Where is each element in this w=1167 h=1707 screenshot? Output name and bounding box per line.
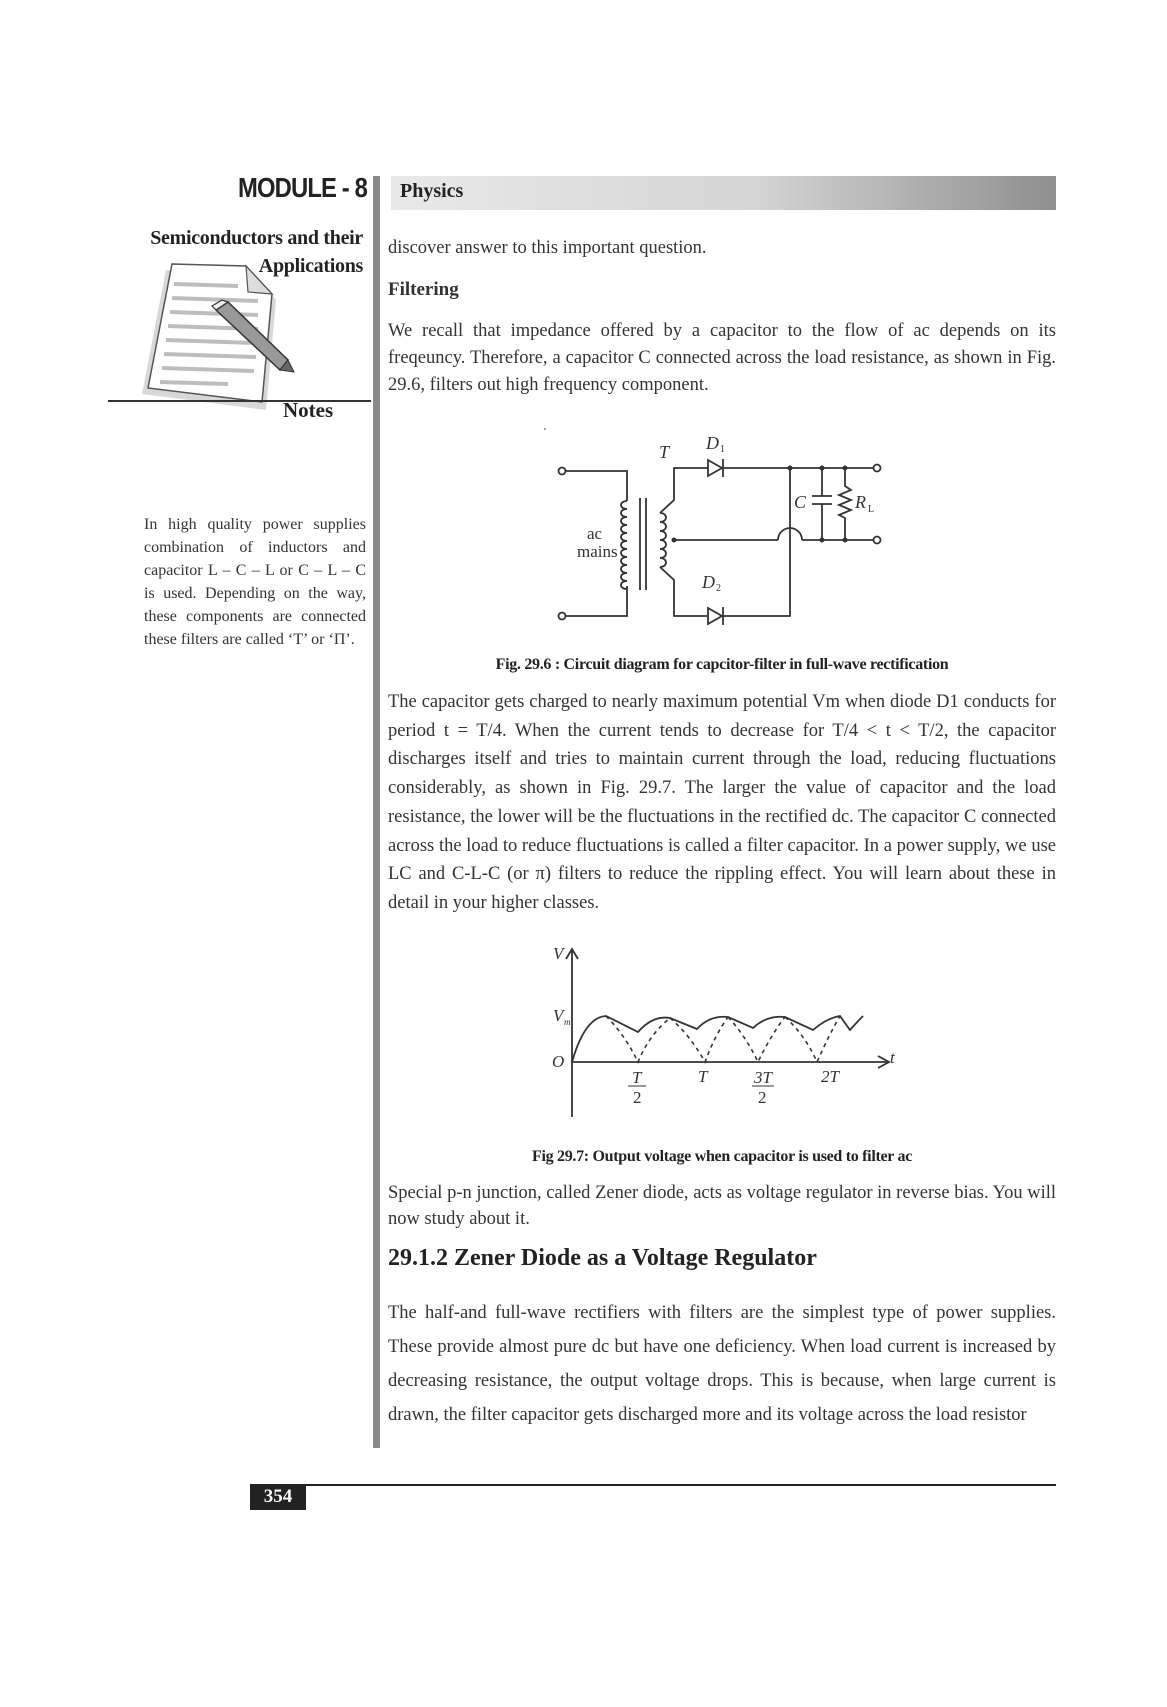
tick-half-t-num: T: [632, 1068, 642, 1087]
resistor-label: R: [855, 492, 866, 512]
mains-label: mains: [577, 542, 618, 561]
notes-label: Notes: [283, 398, 334, 422]
graph-vm-label: V: [553, 1006, 564, 1025]
module-label: MODULE - 8: [238, 172, 368, 203]
page-number: 354: [250, 1484, 306, 1510]
paragraph-intro: discover answer to this important question.: [388, 238, 707, 258]
d2-subscript: 2: [716, 583, 721, 594]
graph-v-label: V: [553, 945, 564, 963]
d1-subscript: 1: [720, 444, 725, 455]
margin-divider: [373, 176, 380, 1448]
d2-label: D: [702, 572, 715, 592]
tick-3t-den: 2: [758, 1088, 767, 1107]
circuit-diagram: [540, 428, 910, 628]
tick-half-t-den: 2: [633, 1088, 642, 1107]
subject-label: Physics: [400, 180, 464, 202]
d1-label: D: [706, 433, 719, 453]
section-heading: 29.1.2 Zener Diode as a Voltage Regulator: [388, 1245, 817, 1271]
paragraph-zener-intro: Special p-n junction, called Zener diode, acts as voltage regulator in reverse bias. You will now study about it.: [388, 1183, 1056, 1229]
transformer-label: T: [659, 442, 670, 462]
subject-header: [391, 176, 1056, 210]
capacitor-label: C: [794, 492, 807, 512]
tick-t: T: [698, 1067, 708, 1086]
side-note: In high quality power supplies combination of inductors and capacitor L – C – L or C – L – C is used. Depending on the way, these components are connected these filters are called ‘T’ or ‘Π’.: [144, 516, 366, 648]
graph-t-label: t: [890, 1048, 895, 1067]
resistor-subscript: L: [868, 504, 875, 515]
filtering-heading: Filtering: [388, 279, 459, 300]
graph-origin-label: O: [552, 1052, 565, 1071]
footer-rule: [250, 1484, 1056, 1486]
ac-label: ac: [587, 524, 603, 543]
figure-29-6-caption: Fig. 29.6 : Circuit diagram for capcitor-filter in full-wave rectification: [495, 656, 949, 673]
paragraph-filtering: We recall that impedance offered by a capacitor to the flow of ac depends on its freqeuncy. Therefore, a capacitor C connected across the load resistance, as shown in Fig. 29.6, filters out high frequency component.: [388, 321, 1056, 395]
notes-pad-icon: [138, 262, 298, 412]
tick-2t: 2T: [821, 1067, 839, 1086]
paragraph-capacitor: The capacitor gets charged to nearly maximum potential Vm when diode D1 conducts for period t = T/4. When the current tends to decrease for T/4 < t < T/2, the capacitor discharges itself and tries to maintain current through the load, reducing fluctuations considerably, as shown in Fig. 29.7. The larger the value of capacitor and the load resistance, the lower will be the fluctuations in the rectified dc. The capacitor C connected across the load to reduce fluctuations is called a filter capacitor. In a power supply, we use LC and C-L-C (or π) filters to reduce the rippling effect. You will learn about these in detail in your higher classes.: [388, 692, 1056, 913]
figure-29-7-caption: Fig 29.7: Output voltage when capacitor is used to filter ac: [531, 1148, 913, 1165]
graph-vm-subscript: m: [564, 1017, 571, 1027]
tick-3t-num: 3T: [754, 1068, 772, 1087]
paragraph-regulator: The half-and full-wave rectifiers with filters are the simplest type of power supplies. These provide almost pure dc but have one deficiency. When load current is increased by decreasing resistance, the output voltage drops. This is because, when large current is drawn, the filter capacitor gets discharged more and its voltage across the load resistor: [388, 1303, 1056, 1425]
output-voltage-graph: [545, 945, 905, 1120]
chapter-side-title: Semiconductors and their Applications: [150, 227, 363, 277]
